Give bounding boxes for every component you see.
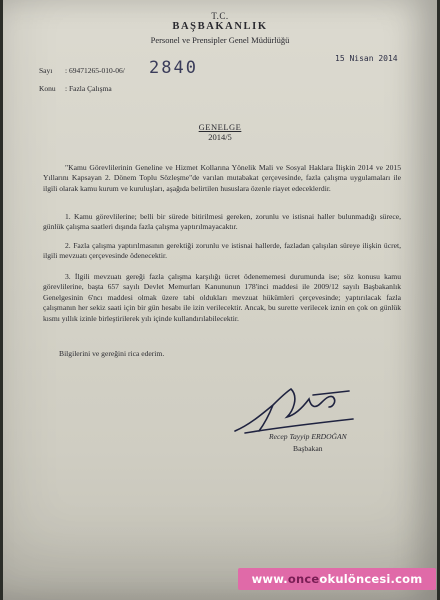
document-page: [3, 0, 437, 600]
paragraph-item-3: 3. İlgili mevzuatı gereği fazla çalışma karşılığı ücret ödenememesi durumunda ise; söz konusu kamu görevlilerine, başta 657 sayılı Devlet Memurları Kanununun 178'inci maddesi ile 2009/12 sayılı Başbakanlık Genelgesinin 6'ncı maddesi olmak üzere tabi oldukları mevzuat hükümleri çerçevesinde; yaptırılacak fazla çalışmanın her sekiz saati için bir gün hesabı ile izin verilecektir. Ancak, bu surette verilecek iznin en çok on günlük kısmı yıllık izinle birleştirilerek yılı içinde kullandırılabilecektir.: [43, 272, 401, 323]
website-watermark: [238, 568, 436, 590]
circular-number: 2014/5: [208, 132, 232, 142]
signatory-title: Başbakan: [293, 444, 323, 453]
watermark-prefix: www.: [251, 572, 288, 586]
date-stamp: 15 Nisan 2014: [335, 54, 398, 63]
konu-label: Konu: [39, 84, 56, 93]
closing-line: Bilgilerini ve gereğini rica ederim.: [59, 349, 165, 358]
circular-title: GENELGE: [198, 122, 242, 132]
sayi-label: Sayı: [39, 66, 53, 75]
paragraph-intro: "Kamu Görevlilerinin Geneline ve Hizmet Kollarına Yönelik Mali ve Sosyal Haklara İlişkin 2014 ve 2015 Yıllarını Kapsayan 2. Dönem Toplu Sözleşme"de varılan mutabakat çerçevesinde, fazla çalışma uygulamaları ile ilgili olarak kamu kurum ve kuruluşları, aşağıda belirtilen hususlara özenle riayet edeceklerdir.: [43, 163, 401, 193]
handwritten-signature: [229, 385, 359, 437]
stamp-number: 2840: [149, 58, 198, 78]
header-tc: T.C.: [211, 11, 229, 21]
watermark-suffix: okulöncesi.com: [319, 572, 423, 586]
paragraph-item-1: 1. Kamu görevlilerine; belli bir sürede bitirilmesi gereken, zorunlu ve istisnai haller bulunmadığı sürece, günlük çalışma saatleri dışında fazla çalışma yaptırılmayacaktır.: [43, 212, 401, 232]
header-office: BAŞBAKANLIK: [172, 21, 268, 32]
header-department: Personel ve Prensipler Genel Müdürlüğü: [150, 35, 290, 45]
konu-value: : Fazla Çalışma: [65, 84, 112, 93]
watermark-highlight: once: [287, 572, 320, 586]
paragraph-item-2: 2. Fazla çalışma yaptırılmasının gerektiği zorunlu ve istisnai hallerde, fazladan çalışılan süreye ilişkin ücret, ilgili mevzuatı çerçevesinde ödenecektir.: [43, 241, 401, 261]
signatory-name: Recep Tayyip ERDOĞAN: [269, 432, 347, 441]
sayi-value: : 69471265-010-06/: [65, 66, 125, 75]
